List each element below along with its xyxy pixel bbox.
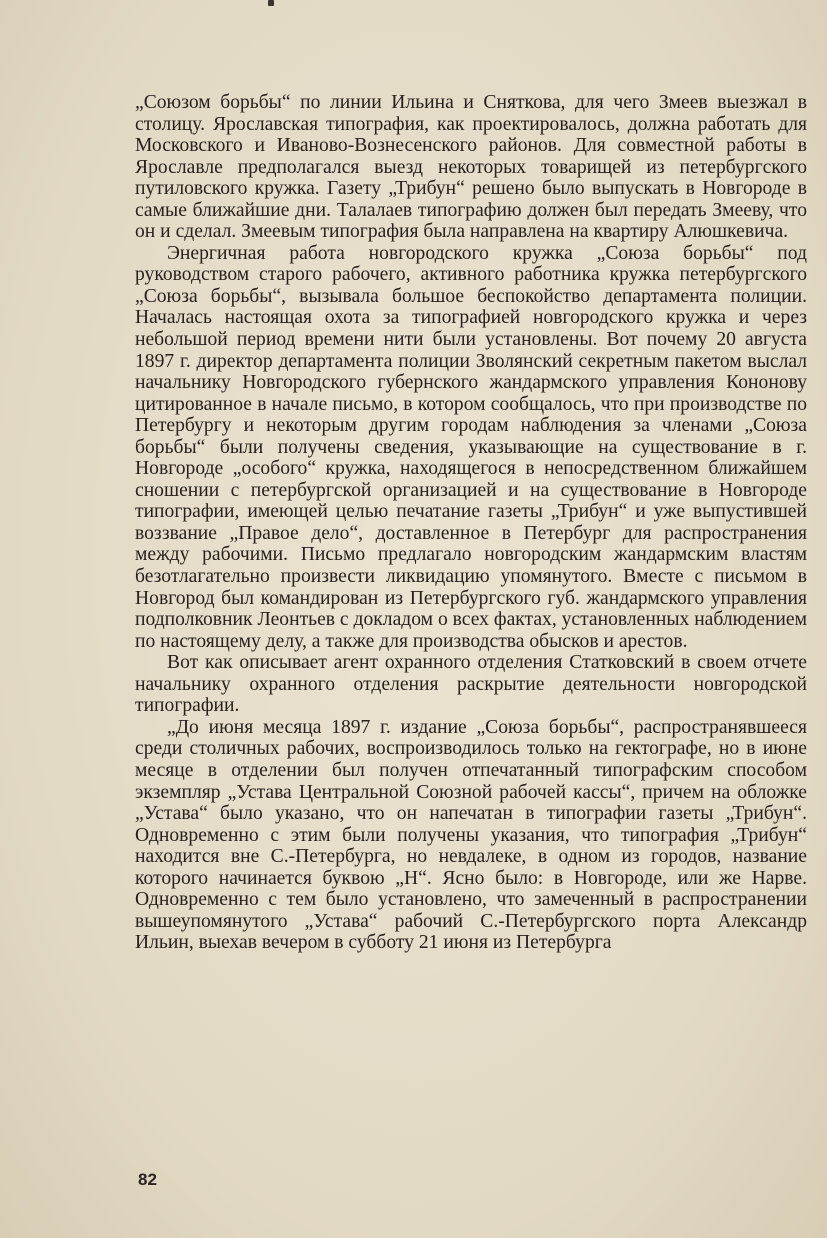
paragraph-4: „До июня месяца 1897 г. издание „Союза борьбы“, распространявшееся среди столичных рабочих, воспроизводилось только на гектографе, но в июне месяце в отделении был получен отпечатанный типографским способом экземпляр „Устава Центральной Союзной рабочей кассы“, причем на обложке „Устава“ было указано, что он напечатан в типографии газеты „Трибун“. Одновременно с этим были получены указания, что типография „Трибун“ находится вне С.-Петербурга, но невдалеке, в одном из городов, название которого начинается буквою „Н“. Ясно было: в Новгороде, или же Нарве. Одновременно с тем было установлено, что замеченный в распространении вышеупомянутого „Устава“ рабочий С.-Петербургского порта Александр Ильин, выехав вечером в субботу 21 июня из Петербурга: [135, 716, 807, 954]
paragraph-3: Вот как описывает агент охранного отделения Статковский в своем отчете начальнику охранного отделения раскрытие деятельности новгородской типографии.: [135, 652, 807, 717]
paragraph-1: „Союзом борьбы“ по линии Ильина и Сняткова, для чего Змеев выезжал в столицу. Ярославская типография, как проектировалось, должна работать для Московского и Иваново-Вознесенского районов. Для совместной работы в Ярославле предполагался выезд некоторых товарищей из петербургского путиловского кружка. Газету „Трибун“ решено было выпускать в Новгороде в самые ближайшие дни. Талалаев типографию должен был передать Змееву, что он и сделал. Змеевым типография была направлена на квартиру Алюшкевича.: [135, 92, 807, 243]
paragraph-2: Энергичная работа новгородского кружка „Союза борьбы“ под руководством старого рабочего, активного работника кружка петербургского „Союза борьбы“, вызывала большое беспокойство департамента полиции. Началась настоящая охота за типографией новгородского кружка и через небольшой период времени нити были установлены. Вот почему 20 августа 1897 г. директор департамента полиции Зволянский секретным пакетом выслал начальнику Новгородского губернского жандармского управления Кононову цитированное в начале письмо, в котором сообщалось, что при производстве по Петербургу и некоторым другим городам наблюдения за членами „Союза борьбы“ были получены сведения, указывающие на существование в г. Новгороде „особого“ кружка, находящегося в непосредственном ближайшем сношении с петербургской организацией и на существование в Новгороде типографии, имеющей целью печатание газеты „Трибун“ и уже выпустившей воззвание „Правое дело“, доставленное в Петербург для распространения между рабочими. Письмо предлагало новгородским жандармским властям безотлагательно произвести ликвидацию упомянутого. Вместе с письмом в Новгород был командирован из Петербургского губ. жандармского управления подполковник Леонтьев с докладом о всех фактах, установленных наблюдением по настоящему делу, а также для производства обысков и арестов.: [135, 242, 808, 652]
page-number: 82: [138, 1170, 157, 1189]
body-text: [135, 92, 807, 954]
scan-mark: [268, 0, 274, 6]
